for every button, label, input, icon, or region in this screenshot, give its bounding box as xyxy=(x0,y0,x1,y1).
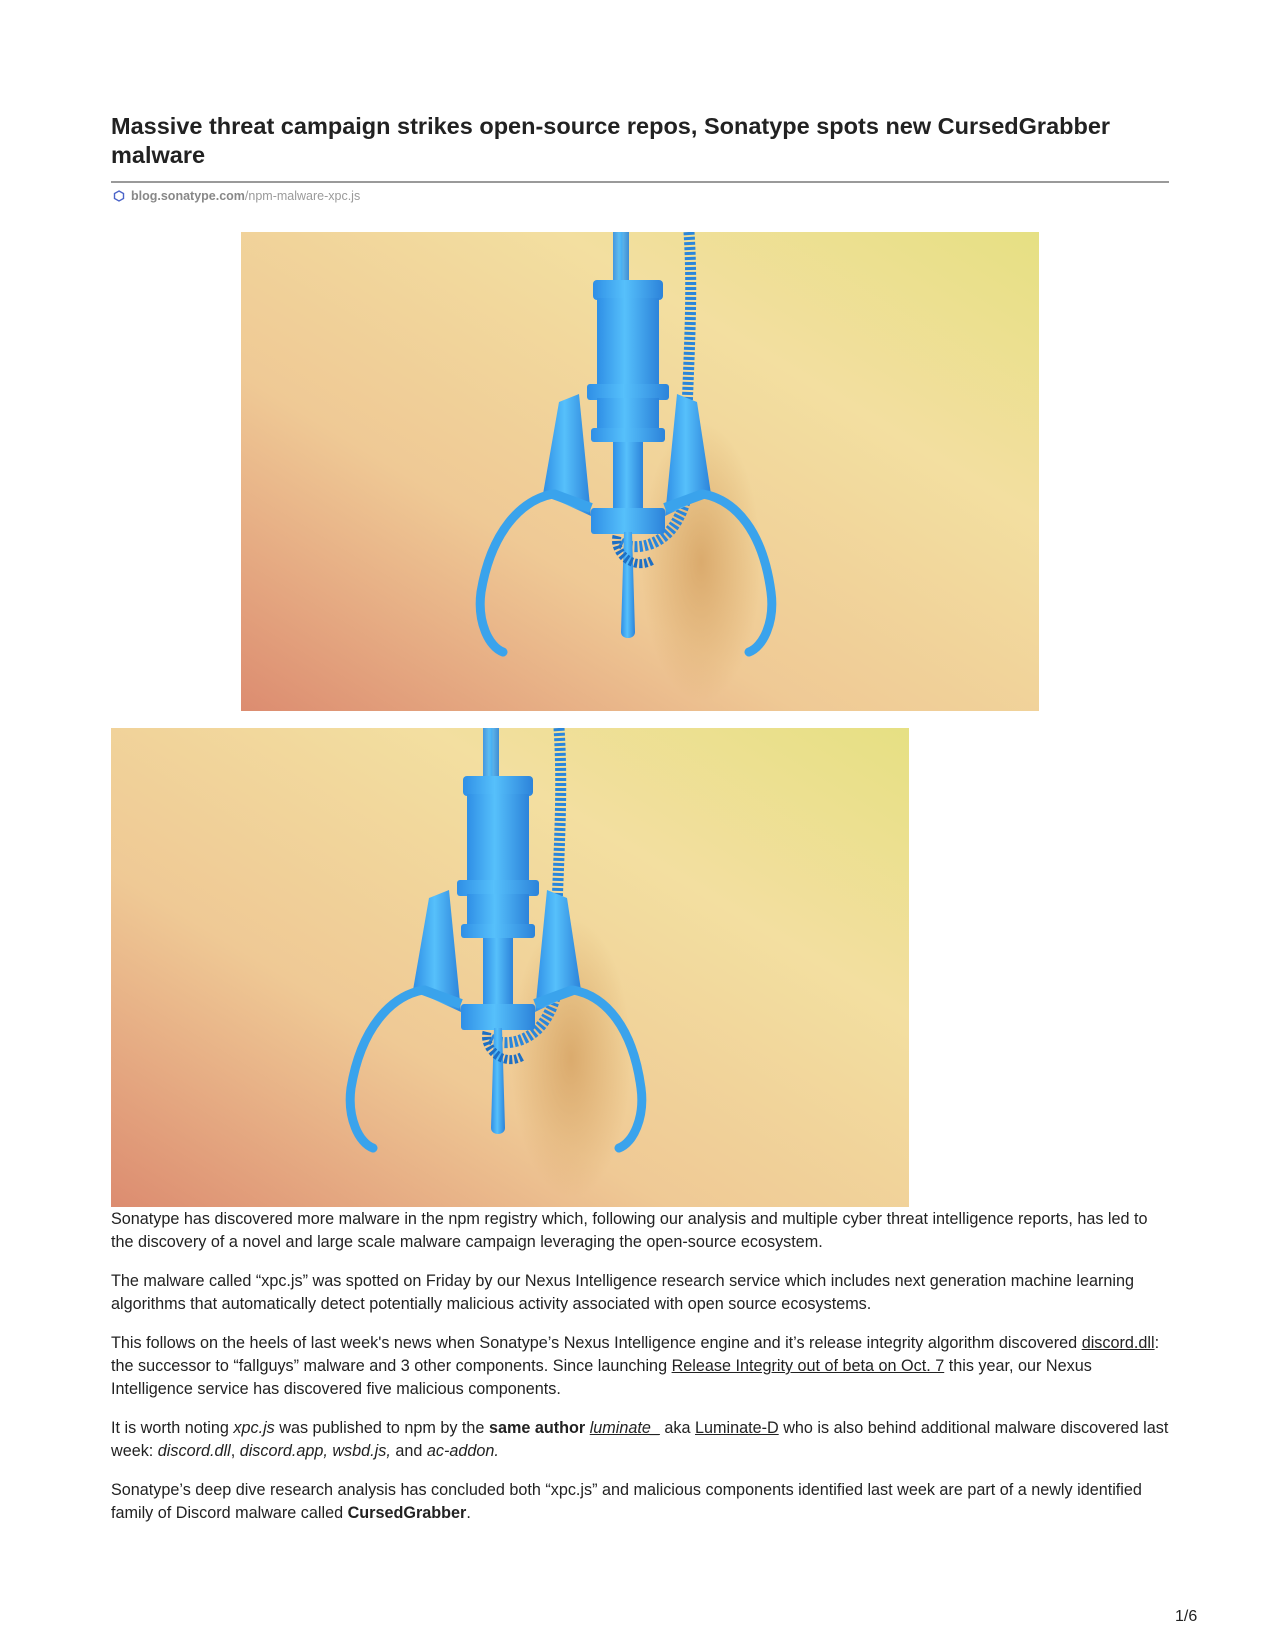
robotic-claw-image-large xyxy=(111,728,909,1207)
source-path: /npm-malware-xpc.js xyxy=(244,189,361,203)
source-domain: blog.sonatype.com xyxy=(131,189,245,203)
xpc-js-emphasis: xpc.js xyxy=(233,1419,275,1437)
article-title: Massive threat campaign strikes open-source repos, Sonatype spots new CursedGrabber malware xyxy=(111,113,1111,168)
title-divider xyxy=(111,181,1169,183)
cursedgrabber-strong: CursedGrabber xyxy=(347,1504,467,1522)
same-author-strong: same author xyxy=(488,1419,586,1437)
paragraph-4 xyxy=(111,1417,1169,1463)
page-number: 1/6 xyxy=(1175,1608,1198,1625)
ac-addon-emphasis: ac-addon. xyxy=(426,1442,499,1460)
paragraph-4-text-b: was published to npm by the xyxy=(274,1419,489,1437)
discord-dll-emphasis: discord.dll xyxy=(157,1442,231,1460)
discord-app-emphasis: discord.app, wsbd.js, xyxy=(239,1442,391,1460)
luminate-link-text: luminate_ xyxy=(589,1419,660,1437)
paragraph-1: Sonatype has discovered more malware in the npm registry which, following our analysis and multiple cyber threat intelligence reports, has led to the discovery of a novel and large scale malware campaign leveraging the open-source ecosystem. xyxy=(111,1210,1148,1251)
paragraph-3-text-b: : the successor to “fallguys” malware and 3 other components. Since launching xyxy=(111,1334,1160,1375)
luminate-d-link[interactable]: Luminate-D xyxy=(695,1419,779,1437)
release-integrity-link[interactable]: Release Integrity out of beta on Oct. 7 xyxy=(671,1357,945,1375)
paragraph-3 xyxy=(111,1332,1169,1401)
robotic-claw-image xyxy=(241,232,1039,711)
paragraph-2: The malware called “xpc.js” was spotted on Friday by our Nexus Intelligence research service which includes next generation machine learning algorithms that automatically detect potentially malicious activity associated with open source ecosystems. xyxy=(111,1272,1135,1313)
discord-dll-link[interactable]: discord.dll xyxy=(1081,1334,1155,1352)
paragraph-5 xyxy=(111,1479,1169,1525)
paragraph-4-text-a: It is worth noting xyxy=(111,1419,234,1437)
luminate-link[interactable] xyxy=(590,1419,660,1437)
paragraph-5-text-a: Sonatype’s deep dive research analysis has concluded both “xpc.js” and malicious components identified last week are part of a newly identified family of Discord malware called xyxy=(111,1481,1142,1522)
source-link[interactable] xyxy=(113,189,360,203)
article-body xyxy=(111,1208,1169,1541)
paragraph-4-text-d: aka xyxy=(659,1419,696,1437)
paragraph-4-text-f: , xyxy=(230,1442,240,1460)
paragraph-4-text-e: who is also behind additional malware discovered last week: xyxy=(111,1419,1169,1460)
paragraph-3-text-c: this year, our Nexus Intelligence service has discovered five malicious components. xyxy=(111,1357,1092,1398)
paragraph-4-text-g: and xyxy=(390,1442,427,1460)
paragraph-5-text-b: . xyxy=(466,1504,471,1522)
hexagon-icon xyxy=(113,190,125,202)
paragraph-3-text-a: This follows on the heels of last week's news when Sonatype’s Nexus Intelligence engine and it’s release integrity algorithm discovered xyxy=(111,1334,1082,1352)
